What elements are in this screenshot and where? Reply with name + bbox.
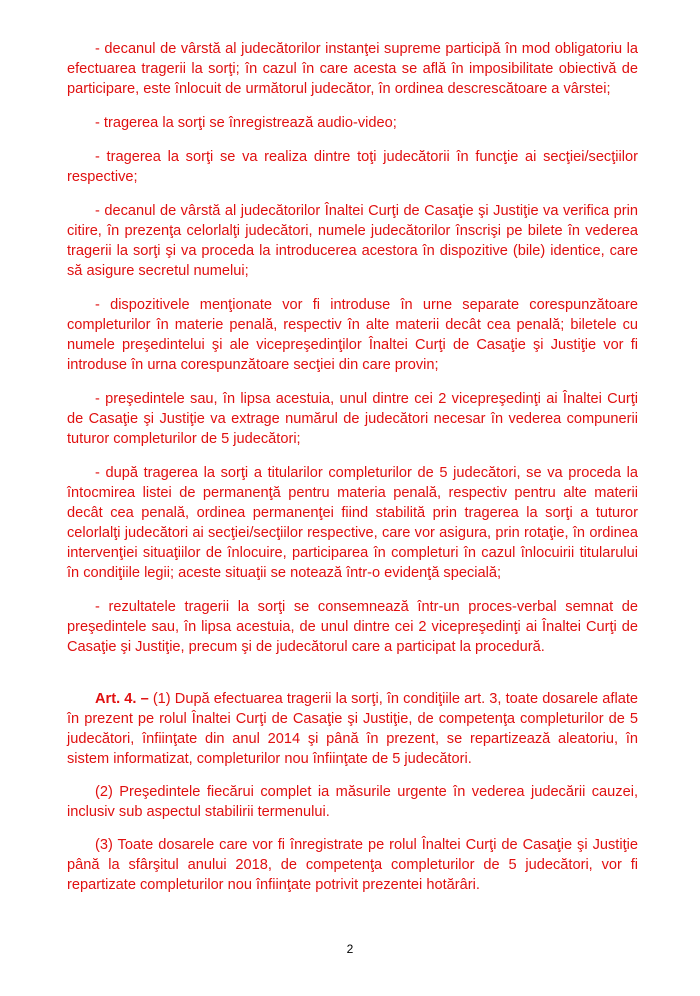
article-4-paragraph-2: (2) Preşedintele fiecărui complet ia măsurile urgente în vederea judecării cauzei, inclusiv sub aspectul stabilirii termenului. — [67, 784, 638, 820]
paragraph-judges-pool: - tragerea la sorţi se va realiza dintre toţi judecătorii în funcţie ai secţiei/secţiilor respective; — [67, 149, 638, 185]
paragraph-president-draw: - preşedintele sau, în lipsa acestuia, unul dintre cei 2 vicepreşedinţi ai Înaltei Curţi de Casaţie şi Justiţie va extrage numărul de judecători necesar în vederea compunerii tuturor completurilor de 5 judecători; — [67, 391, 638, 447]
article-4-paragraph-1 — [67, 689, 638, 769]
paragraph-permanence-list: - după tragerea la sorţi a titularilor completurilor de 5 judecători, se va proceda la întocmirea listei de permanenţă pentru materia penală, respectiv pentru alte materii decât cea penală, ordinea permanenţei fiind stabilită prin tragerea la sorţi a tuturor celorlalţi judecători ai secţiei/secţiilor respective, care vor asigura, prin rotaţie, în ordinea intervenţiei situaţiilor de înlocuire, participarea în completuri în cazul înlocuirii titularului în condiţiile legii; aceste situaţii se notează într-o evidenţă specială; — [67, 465, 638, 581]
paragraph-decan-participation: - decanul de vârstă al judecătorilor instanţei supreme participă în mod obligatoriu la efectuarea tragerii la sorţi; în cazul în care acesta se află în imposibilitate obiectivă de participare, este înlocuit de următorul judecător, în ordinea descrescătoare a vârstei; — [67, 41, 638, 97]
article-4-paragraph-3: (3) Toate dosarele care vor fi înregistrate pe rolul Înaltei Curţi de Casaţie şi Justiţie până la sfârşitul anului 2018, de competenţa completurilor de 5 judecători, vor fi repartizate completurilor nou înfiinţate potrivit prezentei hotărâri. — [67, 837, 638, 893]
page-number: 2 — [346, 942, 354, 956]
paragraph-decan-verification: - decanul de vârstă al judecătorilor Înaltei Curţi de Casaţie şi Justiţie va verifica prin citire, în prezenţa celorlalţi judecători, numele judecătorilor înscrişi pe bilete în vederea tragerii la sorţi şi va proceda la introducerea acestora în dispozitive (bile) identice, care să asigure secretul numelui; — [67, 203, 638, 279]
paragraph-audio-video: - tragerea la sorţi se înregistrează audio-video; — [95, 115, 397, 131]
paragraph-urns: - dispozitivele menţionate vor fi introduse în urne separate corespunzătoare completurilor în materie penală, respectiv în alte materii decât cea penală; biletele cu numele preşedintelui şi ale vicepreşedinţilor Înaltei Curţi de Casaţie şi Justiţie vor fi introduse în urna corespunzătoare secţiei din care provin; — [67, 297, 638, 373]
paragraph-minutes: - rezultatele tragerii la sorţi se consemnează într-un proces-verbal semnat de preşedintele sau, în lipsa acestuia, de unul dintre cei 2 vicepreşedinţi ai Înaltei Curţi de Casaţie şi Justiţie, precum şi de judecătorul care a participat la procedură. — [67, 599, 638, 655]
article-4-paragraph-1-text: (1) După efectuarea tragerii la sorţi, în condiţiile art. 3, toate dosarele aflate în prezent pe rolul Înaltei Curţi de Casaţie şi Justiţie, de competenţa completurilor de 5 judecători, înfiinţate din anul 2014 şi până în prezent, se repartizează aleatoriu, în sistem informatizat, completurilor nou înfiinţate de 5 judecători. — [67, 691, 639, 767]
section-spacer — [67, 671, 638, 689]
document-body — [67, 39, 638, 908]
article-label: Art. 4. – — [95, 691, 149, 707]
